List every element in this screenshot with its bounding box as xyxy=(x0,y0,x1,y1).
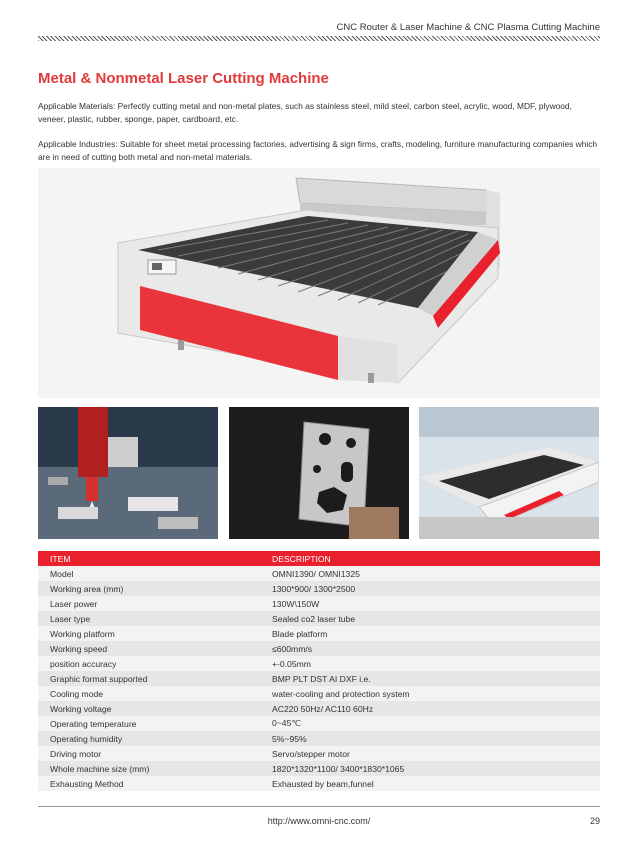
description-cell: Servo/stepper motor xyxy=(260,746,600,761)
item-cell: Working voltage xyxy=(38,701,260,716)
table-row xyxy=(38,761,600,776)
table-row xyxy=(38,716,600,731)
footer-divider xyxy=(38,806,600,807)
footer-url-link[interactable]: http://www.omni-cnc.com/ xyxy=(267,816,371,826)
table-row xyxy=(38,731,600,746)
header-title: CNC Router & Laser Machine & CNC Plasma Cutting Machine xyxy=(336,22,600,33)
table-row xyxy=(38,626,600,641)
table-row xyxy=(38,776,600,791)
cut-metal-sample-photo xyxy=(229,407,409,539)
description-cell: Exhausted by beam,funnel xyxy=(260,776,600,791)
table-header-row xyxy=(38,551,600,566)
table-row xyxy=(38,581,600,596)
materials-paragraph: Applicable Materials: Perfectly cutting metal and non-metal plates, such as stainless steel, mild steel, carbon steel, acrylic, wood, MDF, plywood, veneer, plastic, rubber, sponge, paper, cardboard, etc. xyxy=(38,101,572,124)
item-cell: Model xyxy=(38,566,260,581)
item-cell: Exhausting Method xyxy=(38,776,260,791)
item-cell: Working area (mm) xyxy=(38,581,260,596)
page-number: 29 xyxy=(589,816,600,826)
table-row xyxy=(38,656,600,671)
description-cell: Sealed co2 laser tube xyxy=(260,611,600,626)
description-cell: BMP PLT DST AI DXF i.e. xyxy=(260,671,600,686)
header-item: ITEM xyxy=(38,551,260,566)
description-cell: 130W\150W xyxy=(260,596,600,611)
description-cell: ≤600mm/s xyxy=(260,641,600,656)
factory-machines-photo xyxy=(419,407,599,539)
item-cell: Operating humidity xyxy=(38,731,260,746)
item-cell: Whole machine size (mm) xyxy=(38,761,260,776)
industries-paragraph: Applicable Industries: Suitable for sheet metal processing factories, advertising & sign firms, crafts, modeling, furniture manufacturing companies which are in need of cutting both metal and non-metal materials. xyxy=(38,139,598,162)
item-cell: Driving motor xyxy=(38,746,260,761)
item-cell: Operating temperature xyxy=(38,716,260,731)
description-cell: 1820*1320*1100/ 3400*1830*1065 xyxy=(260,761,600,776)
description-cell: 1300*900/ 1300*2500 xyxy=(260,581,600,596)
table-row xyxy=(38,746,600,761)
cutting-head-photo xyxy=(38,407,218,539)
item-cell: Graphic format supported xyxy=(38,671,260,686)
description-cell: +-0.05mm xyxy=(260,656,600,671)
table-row xyxy=(38,566,600,581)
table-row xyxy=(38,686,600,701)
table-row xyxy=(38,641,600,656)
header-divider xyxy=(38,36,600,41)
description-cell: Blade platform xyxy=(260,626,600,641)
header-description: DESCRIPTION xyxy=(260,551,600,566)
description-cell: 5%~95% xyxy=(260,731,600,746)
description-cell: 0~45℃ xyxy=(260,716,600,731)
page-title: Metal & Nonmetal Laser Cutting Machine xyxy=(38,70,329,87)
item-cell: position accuracy xyxy=(38,656,260,671)
table-row xyxy=(38,701,600,716)
item-cell: Laser power xyxy=(38,596,260,611)
machine-photo xyxy=(38,168,600,398)
table-row xyxy=(38,671,600,686)
item-cell: Laser type xyxy=(38,611,260,626)
table-row xyxy=(38,596,600,611)
description-cell: water-cooling and protection system xyxy=(260,686,600,701)
item-cell: Working platform xyxy=(38,626,260,641)
table-row xyxy=(38,611,600,626)
description-cell: AC220 50Hz/ AC110 60Hz xyxy=(260,701,600,716)
item-cell: Cooling mode xyxy=(38,686,260,701)
item-cell: Working speed xyxy=(38,641,260,656)
spec-table xyxy=(38,551,600,791)
description-cell: OMNI1390/ OMNI1325 xyxy=(260,566,600,581)
